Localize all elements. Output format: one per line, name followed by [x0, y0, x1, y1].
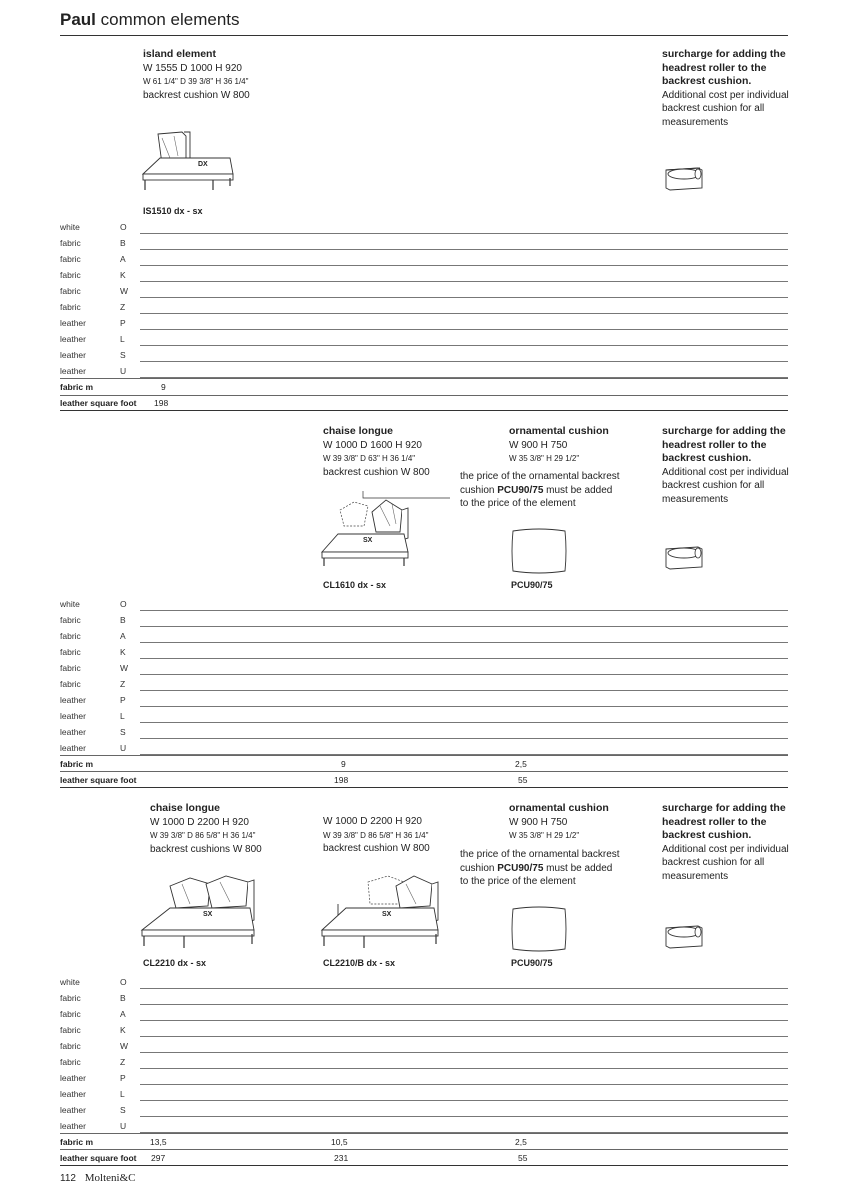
surcharge-title-1: surcharge for adding the: [662, 425, 786, 437]
chaise-1610-drawing: [320, 488, 460, 568]
grade-label: S: [120, 727, 126, 737]
material-label: leather: [60, 1121, 86, 1131]
fabric-m-value: 9: [161, 382, 166, 392]
grade-row: [60, 691, 788, 707]
grade-row: [60, 218, 788, 234]
ornamental-title: ornamental cushion: [509, 425, 609, 437]
ornamental-note-line-3: to the price of the element: [460, 876, 576, 887]
surcharge-title-3: backrest cushion.: [662, 829, 752, 841]
island-code: IS1510 dx - sx: [143, 206, 203, 216]
material-label: leather: [60, 1105, 86, 1115]
grade-label: A: [120, 631, 126, 641]
grade-row: [60, 234, 788, 250]
surcharge-title-2: headrest roller to the: [662, 815, 767, 828]
grade-label: A: [120, 254, 126, 264]
surcharge-line-1: Additional cost per individual: [662, 843, 789, 855]
grade-row: [60, 675, 788, 691]
grade-row: [60, 250, 788, 266]
grade-row: [60, 346, 788, 362]
section-divider: [60, 787, 788, 788]
fabric-m-value: 10,5: [331, 1137, 348, 1147]
ornamental-dims: W 900 H 750: [509, 439, 568, 451]
material-label: leather: [60, 711, 86, 721]
headrest-roller-icon: [664, 164, 706, 196]
grade-row: [60, 723, 788, 739]
fabric-m-row-1: [60, 379, 788, 395]
chaise-b-dims: W 1000 D 2200 H 920: [323, 816, 422, 827]
grade-row: [60, 330, 788, 346]
surcharge-title-1: surcharge for adding the: [662, 48, 786, 60]
grade-label: U: [120, 366, 127, 376]
island-dims-inch: W 61 1/4" D 39 3/8" H 36 1/4": [143, 77, 249, 86]
material-label: fabric: [60, 286, 81, 296]
surcharge-line-3: measurements: [662, 870, 729, 882]
ornamental-note-line-3: to the price of the element: [460, 498, 576, 509]
material-label: leather: [60, 318, 86, 328]
grade-label: P: [120, 318, 126, 328]
leather-value: 297: [151, 1153, 166, 1163]
material-label: white: [60, 222, 80, 232]
grade-row: [60, 1117, 788, 1133]
surcharge-line-3: measurements: [662, 116, 729, 128]
ornamental-title: ornamental cushion: [509, 802, 609, 814]
page-title: [60, 10, 240, 30]
grade-label: B: [120, 238, 126, 248]
grade-label: P: [120, 695, 126, 705]
ornamental-note-line-1: the price of the ornamental backrest: [460, 471, 620, 482]
grade-label: B: [120, 993, 126, 1003]
title-rest: common elements: [100, 10, 240, 29]
grade-row: [60, 739, 788, 755]
ornamental-note-code: PCU90/75: [497, 862, 544, 874]
grade-label: L: [120, 334, 125, 344]
ornamental-note-line-2: [460, 484, 620, 498]
surcharge-info-2: [662, 425, 789, 506]
material-label: white: [60, 977, 80, 987]
grade-row: [60, 362, 788, 378]
ornamental-code: PCU90/75: [511, 580, 553, 590]
grade-row: [60, 611, 788, 627]
grade-row: [60, 595, 788, 611]
ornamental-dims-inch: W 35 3/8" H 29 1/2": [509, 454, 580, 463]
chaise-2210-code: CL2210 dx - sx: [143, 958, 207, 968]
material-label: white: [60, 599, 80, 609]
grade-row: [60, 1085, 788, 1101]
ornamental-note-line-1: the price of the ornamental backrest: [460, 849, 620, 860]
leather-value: 55: [518, 775, 528, 785]
grade-row: [60, 1069, 788, 1085]
leather-value: 198: [334, 775, 349, 785]
grade-label: A: [120, 1009, 126, 1019]
grade-row: [60, 1021, 788, 1037]
fabric-m-row-2: [60, 756, 788, 772]
grade-label: Z: [120, 302, 126, 312]
grade-row: [60, 989, 788, 1005]
fabric-m-value: 2,5: [515, 1137, 527, 1147]
surcharge-title-3: backrest cushion.: [662, 75, 752, 87]
headrest-roller-icon: [664, 922, 706, 954]
leather-row-1: [60, 395, 788, 411]
material-label: fabric: [60, 270, 81, 280]
material-label: fabric: [60, 663, 81, 673]
leather-value: 55: [518, 1153, 528, 1163]
grade-label: L: [120, 1089, 125, 1099]
chaise-2210-drawing: [140, 872, 270, 952]
chaise-tag: SX: [363, 537, 373, 544]
material-label: leather: [60, 334, 86, 344]
leather-label: leather square foot: [60, 1153, 137, 1163]
island-note: backrest cushion W 800: [143, 89, 250, 101]
grade-label: O: [120, 222, 127, 232]
chaise-tag: SX: [203, 911, 213, 918]
chaise-title: chaise longue: [323, 425, 394, 437]
surcharge-line-2: backrest cushion for all: [662, 103, 765, 114]
headrest-roller-icon: [664, 543, 706, 575]
grade-row: [60, 659, 788, 675]
ornamental-dims-inch: W 35 3/8" H 29 1/2": [509, 831, 580, 840]
chaise-dims: W 1000 D 2200 H 920: [150, 816, 249, 828]
fabric-m-value: 9: [341, 759, 346, 769]
island-title: island element: [143, 48, 216, 60]
chaise-dims-inch: W 39 3/8" D 63" H 36 1/4": [323, 454, 416, 463]
leather-label: leather square foot: [60, 398, 137, 408]
chaise-b-note: backrest cushion W 800: [323, 843, 430, 854]
chaise-b-tag: SX: [382, 911, 392, 918]
grade-label: Z: [120, 679, 126, 689]
material-label: leather: [60, 350, 86, 360]
fabric-m-value: 2,5: [515, 759, 527, 769]
material-label: fabric: [60, 254, 81, 264]
chaise-1610-code: CL1610 dx - sx: [323, 580, 387, 590]
grade-label: U: [120, 1121, 127, 1131]
chaise-title: chaise longue: [150, 802, 221, 814]
leather-value: 198: [154, 398, 169, 408]
grade-label: O: [120, 977, 127, 987]
surcharge-line-1: Additional cost per individual: [662, 466, 789, 478]
surcharge-line-3: measurements: [662, 493, 729, 505]
fabric-m-label: fabric m: [60, 759, 94, 769]
chaise-dims-inch: W 39 3/8" D 86 5/8" H 36 1/4": [150, 831, 256, 840]
grade-row: [60, 627, 788, 643]
leather-row-2: [60, 772, 788, 788]
leather-row-3: [60, 1150, 788, 1166]
ornamental-code: PCU90/75: [511, 958, 553, 968]
material-label: fabric: [60, 647, 81, 657]
island-dims: W 1555 D 1000 H 920: [143, 62, 242, 74]
leather-label: leather square foot: [60, 775, 137, 785]
chaise-2210-info: [150, 802, 262, 856]
grade-row: [60, 973, 788, 989]
grade-label: L: [120, 711, 125, 721]
grade-label: S: [120, 350, 126, 360]
grade-row: [60, 1005, 788, 1021]
island-element-info: [143, 48, 250, 102]
chaise-note: backrest cushions W 800: [150, 843, 262, 855]
fabric-m-label: fabric m: [60, 382, 94, 392]
grade-label: U: [120, 743, 127, 753]
material-label: fabric: [60, 615, 81, 625]
material-label: leather: [60, 1073, 86, 1083]
grade-label: P: [120, 1073, 126, 1083]
material-label: fabric: [60, 1009, 81, 1019]
ornamental-cushion-drawing: [511, 905, 567, 953]
grade-label: W: [120, 663, 129, 673]
chaise-note: backrest cushion W 800: [323, 466, 430, 478]
ornamental-info-2: [509, 425, 609, 466]
grade-row: [60, 1037, 788, 1053]
material-label: leather: [60, 727, 86, 737]
ornamental-info-3: [509, 802, 609, 843]
material-label: fabric: [60, 631, 81, 641]
ornamental-note-2: [460, 470, 620, 511]
surcharge-title-1: surcharge for adding the: [662, 802, 786, 814]
chaise-2210b-drawing: [320, 872, 450, 952]
grade-row: [60, 707, 788, 723]
ornamental-cushion-drawing: [511, 527, 567, 575]
grade-label: O: [120, 599, 127, 609]
island-element-drawing: [140, 128, 240, 192]
ornamental-dims: W 900 H 750: [509, 816, 568, 828]
grade-label: K: [120, 1025, 126, 1035]
material-label: fabric: [60, 679, 81, 689]
island-tag: DX: [198, 161, 208, 168]
page-number: 112: [60, 1173, 76, 1184]
grade-row: [60, 266, 788, 282]
grade-label: Z: [120, 1057, 126, 1067]
grade-label: S: [120, 1105, 126, 1115]
material-label: fabric: [60, 302, 81, 312]
chaise-2210b-code: CL2210/B dx - sx: [323, 958, 396, 968]
chaise-dims: W 1000 D 1600 H 920: [323, 439, 422, 451]
ornamental-note-text: must be added: [543, 484, 613, 496]
surcharge-line-2: backrest cushion for all: [662, 480, 765, 491]
grade-row: [60, 282, 788, 298]
section-divider: [60, 1165, 788, 1166]
surcharge-line-2: backrest cushion for all: [662, 857, 765, 868]
grade-row: [60, 298, 788, 314]
surcharge-info-1: [662, 48, 789, 129]
grade-row: [60, 1101, 788, 1117]
leather-value: 231: [334, 1153, 349, 1163]
ornamental-note-3: [460, 848, 620, 889]
fabric-m-label: fabric m: [60, 1137, 94, 1147]
material-label: fabric: [60, 1041, 81, 1051]
surcharge-line-1: Additional cost per individual: [662, 89, 789, 101]
material-label: leather: [60, 366, 86, 376]
chaise-2210b-info: [323, 815, 430, 856]
grade-row: [60, 643, 788, 659]
ornamental-note-code: PCU90/75: [497, 484, 544, 496]
brand-logo: Molteni&C: [84, 1172, 136, 1184]
ornamental-note-line-2: [460, 862, 620, 876]
surcharge-title-2: headrest roller to the: [662, 438, 767, 451]
surcharge-title-3: backrest cushion.: [662, 452, 752, 464]
grade-row: [60, 314, 788, 330]
ornamental-note-text: cushion: [460, 862, 498, 874]
section-divider: [60, 410, 788, 411]
chaise-b-dims-inch: W 39 3/8" D 86 5/8" H 36 1/4": [323, 830, 429, 840]
fabric-m-value: 13,5: [150, 1137, 167, 1147]
footer: [60, 1172, 135, 1184]
material-label: leather: [60, 743, 86, 753]
surcharge-info-3: [662, 802, 789, 883]
title-rule: [60, 35, 788, 36]
fabric-m-row-3: [60, 1134, 788, 1150]
grade-label: W: [120, 1041, 129, 1051]
material-label: fabric: [60, 1025, 81, 1035]
grade-label: K: [120, 647, 126, 657]
material-label: fabric: [60, 238, 81, 248]
grade-label: W: [120, 286, 129, 296]
chaise-1610-info: [323, 425, 430, 479]
ornamental-note-text: cushion: [460, 484, 498, 496]
material-label: fabric: [60, 1057, 81, 1067]
grade-row: [60, 1053, 788, 1069]
ornamental-note-text: must be added: [543, 862, 613, 874]
material-label: fabric: [60, 993, 81, 1003]
title-bold: Paul: [60, 10, 96, 29]
material-label: leather: [60, 1089, 86, 1099]
grade-label: K: [120, 270, 126, 280]
material-label: leather: [60, 695, 86, 705]
grade-label: B: [120, 615, 126, 625]
surcharge-title-2: headrest roller to the: [662, 61, 767, 74]
